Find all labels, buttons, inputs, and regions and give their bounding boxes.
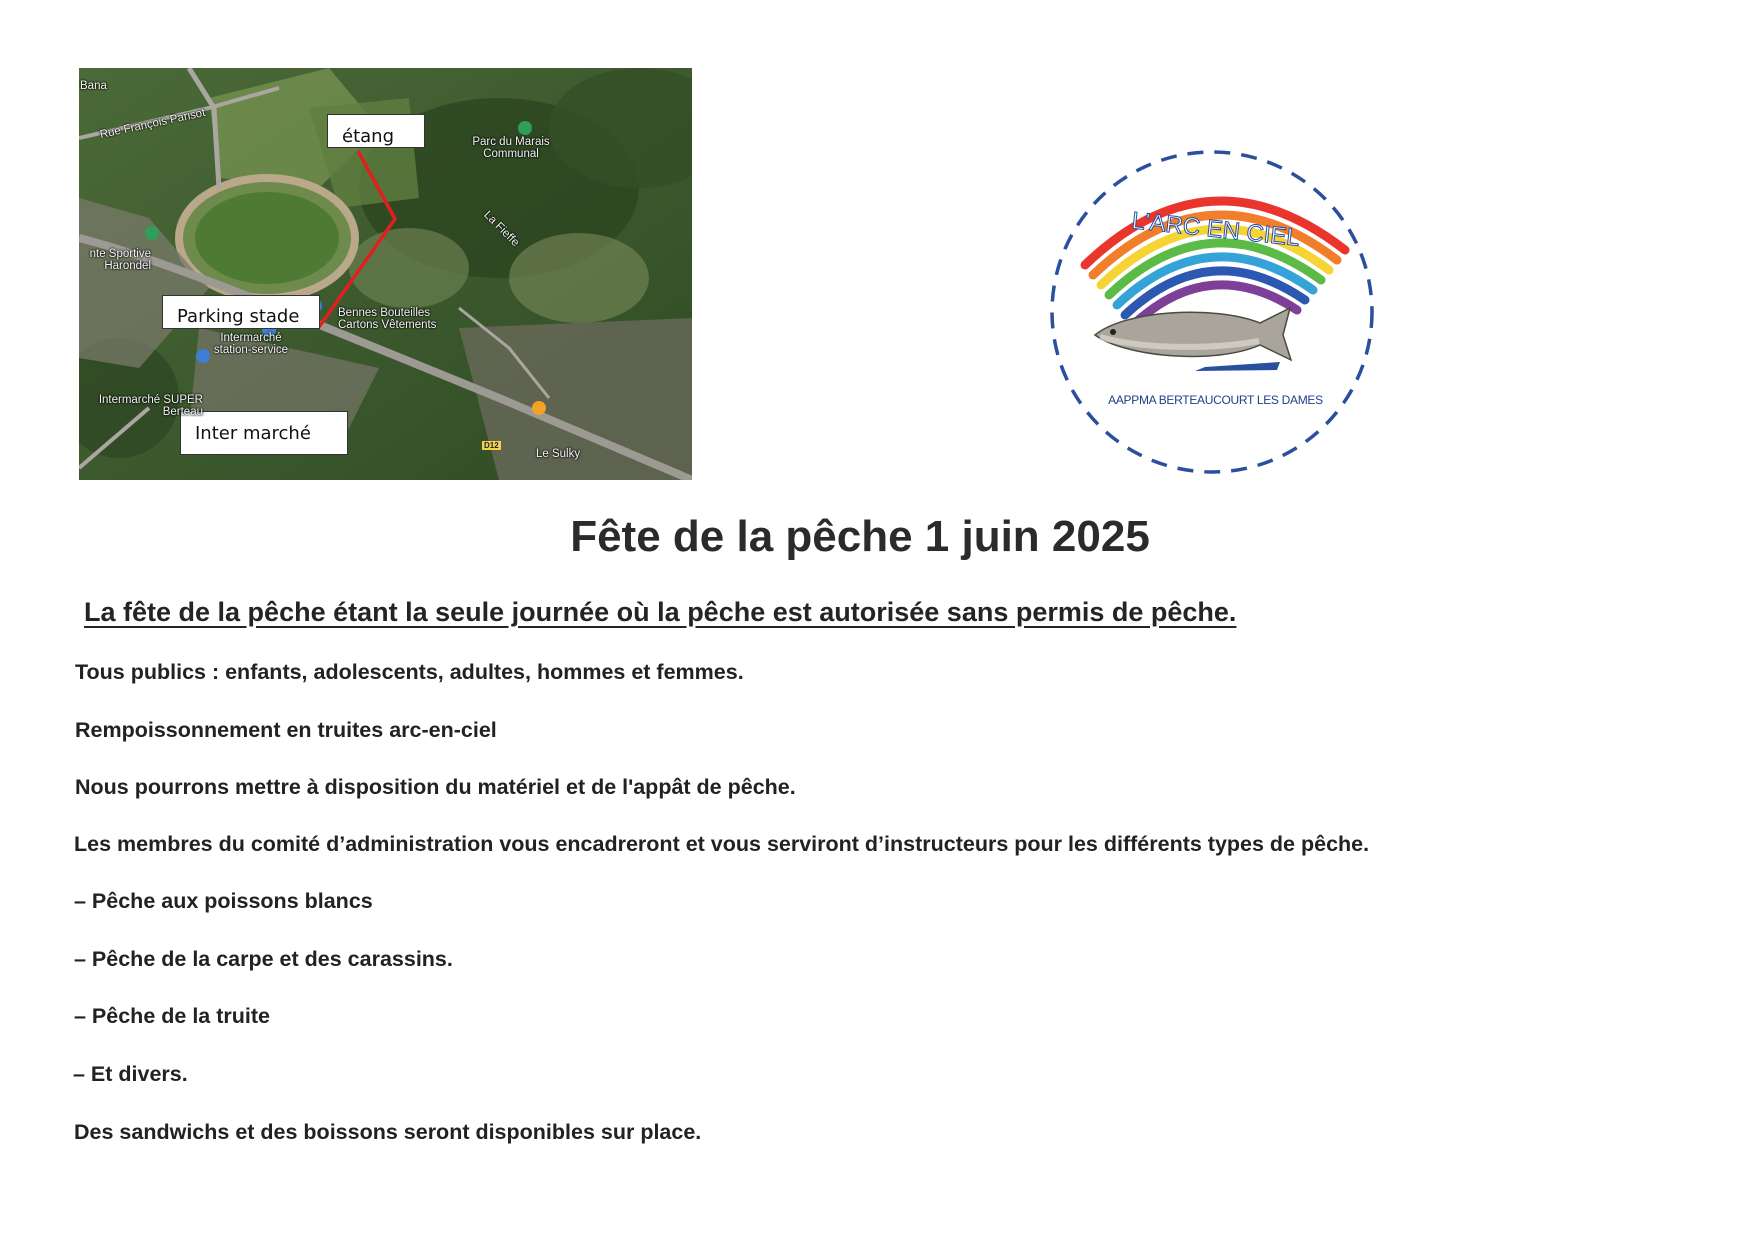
line-poissons-blancs: – Pêche aux poissons blancs (74, 889, 373, 913)
logo-name: L'ARC EN CIEL (1130, 207, 1302, 252)
place-sportive: nte Sportive Harondel (89, 248, 151, 273)
place-rue: Rue François Parisot (98, 106, 207, 142)
page-title: Fête de la pêche 1 juin 2025 (570, 512, 1150, 561)
line-rempoissonnement: Rempoissonnement en truites arc-en-ciel (75, 718, 497, 742)
club-logo (1045, 145, 1380, 480)
line-materiel: Nous pourrons mettre à disposition du matériel et de l'appât de pêche. (75, 775, 796, 799)
map-label-inter-marche: Inter marché (180, 411, 348, 455)
subtitle: La fête de la pêche étant la seule journée où la pêche est autorisée sans permis de pêche. (84, 597, 1237, 627)
line-sandwichs: Des sandwichs et des boissons seront disponibles sur place. (74, 1120, 702, 1144)
place-bana: Bana (80, 80, 107, 92)
line-divers: – Et divers. (73, 1062, 188, 1086)
place-fieffe: La Fieffe (481, 209, 522, 250)
place-station: Intermarché station-service (213, 332, 289, 357)
logo-caption: AAPPMA BERTEAUCOURT LES DAMES (1108, 393, 1323, 407)
line-membres: Les membres du comité d’administration vous encadreront et vous serviront d’instructeurs pour les différents types de pêche. (74, 832, 1370, 856)
line-carpe: – Pêche de la carpe et des carassins. (74, 947, 453, 971)
place-sulky: Le Sulky (536, 448, 581, 460)
aerial-map (79, 68, 692, 480)
line-publics: Tous publics : enfants, adolescents, adultes, hommes et femmes. (75, 660, 744, 684)
place-parc: Parc du Marais Communal (472, 136, 550, 161)
map-label-parking-stade: Parking stade (162, 295, 320, 329)
place-bennes: Bennes Bouteilles Cartons Vêtements (338, 307, 437, 332)
place-super: Intermarché SUPER Berteau (98, 394, 203, 419)
map-label-etang: étang (327, 114, 425, 148)
line-truite: – Pêche de la truite (74, 1004, 270, 1028)
road-number: D12 (484, 441, 499, 450)
